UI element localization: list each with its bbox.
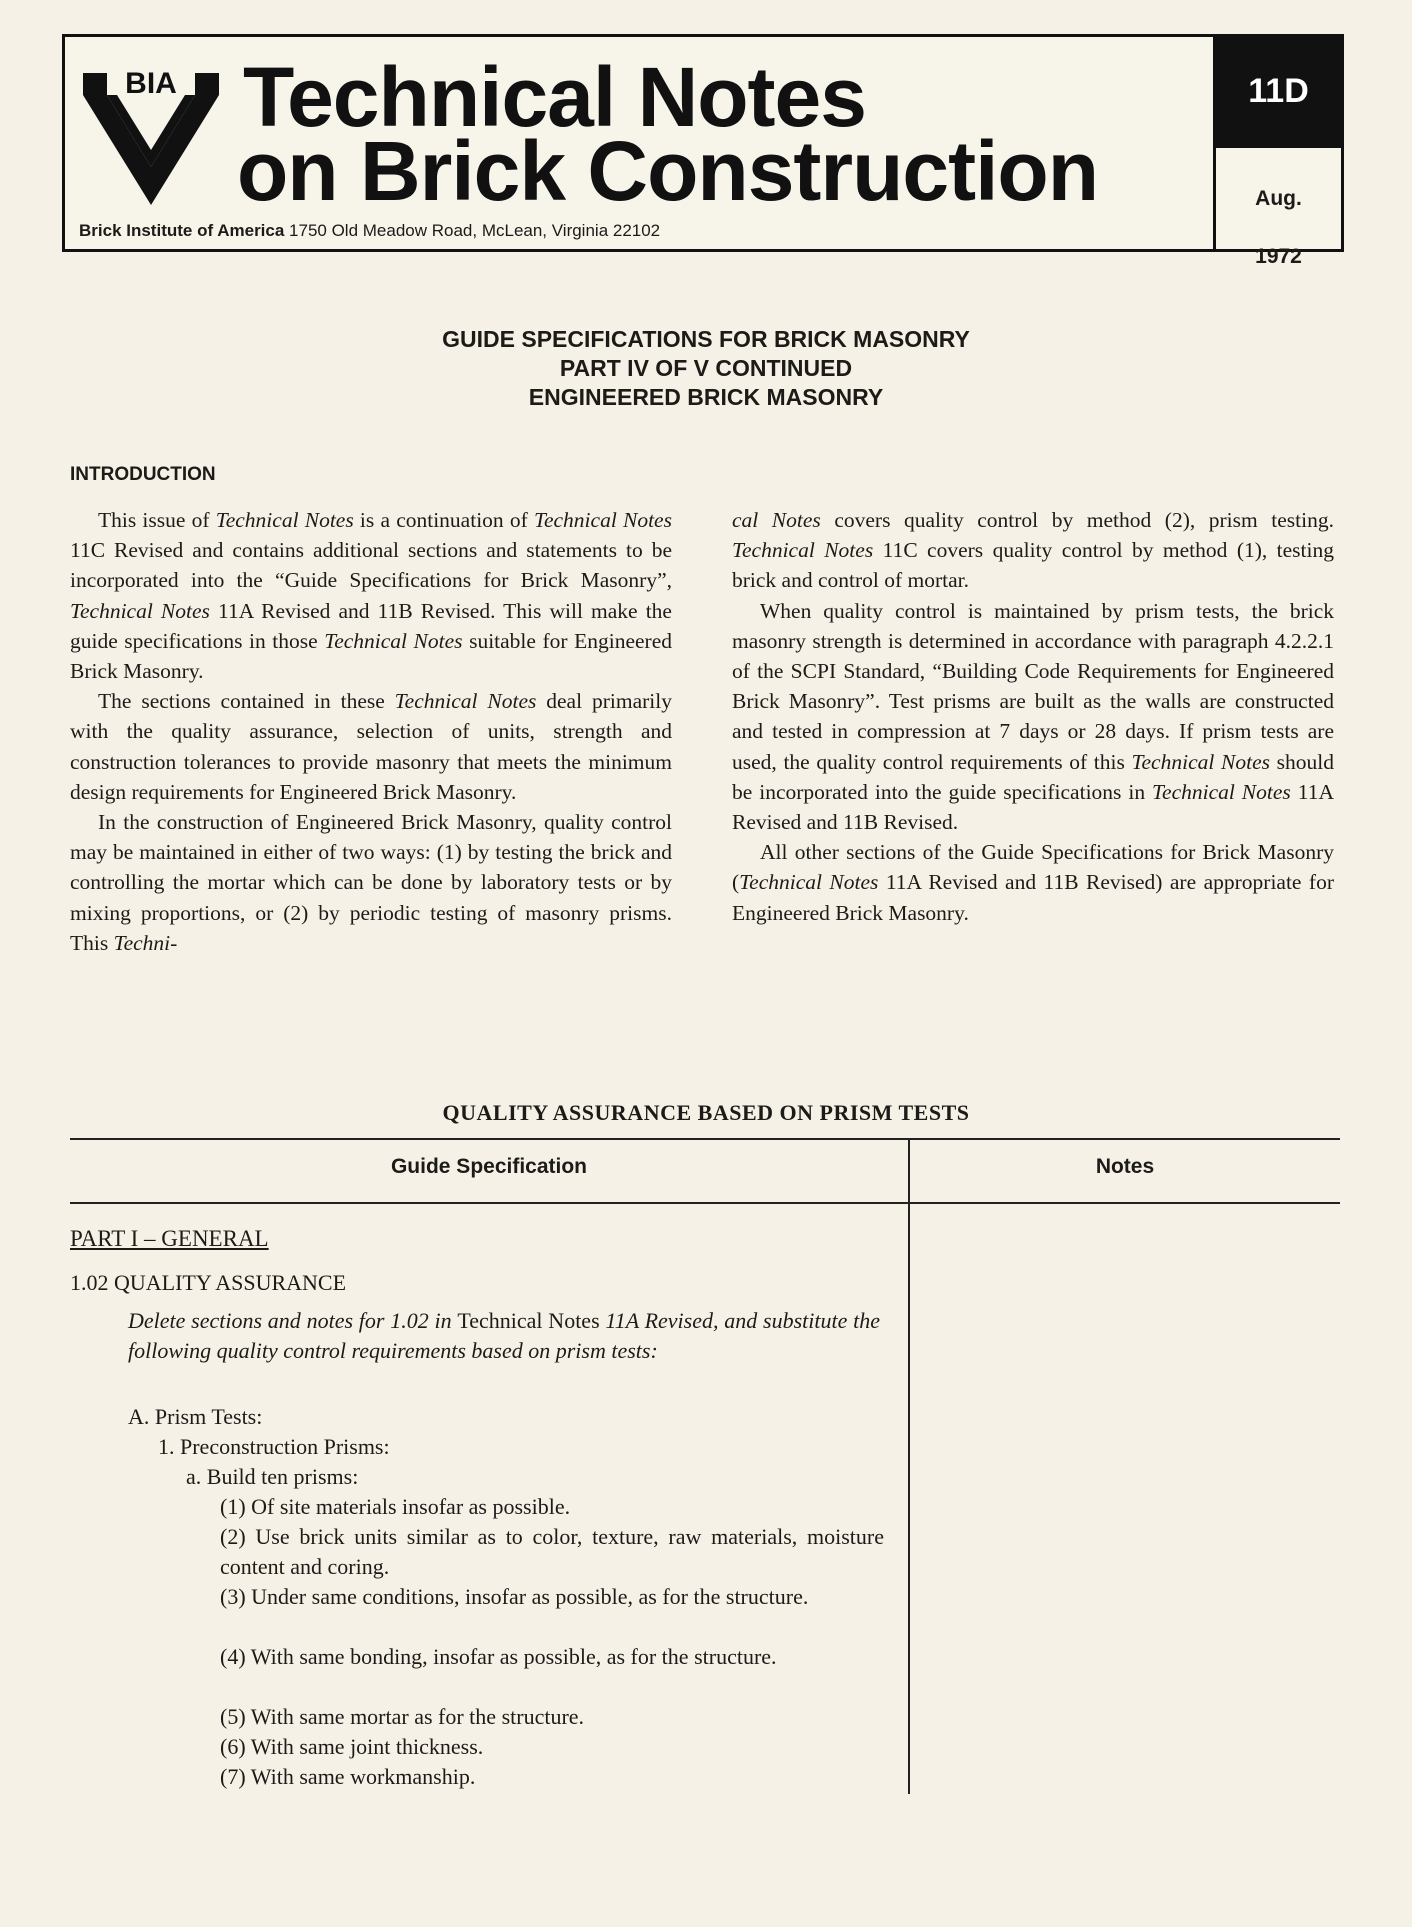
introduction-heading: INTRODUCTION <box>70 464 216 485</box>
masthead-title-line2: on Brick Construction <box>237 124 1099 218</box>
intro-left-column <box>70 505 672 958</box>
doc-title-line1: GUIDE SPECIFICATIONS FOR BRICK MASONRY <box>442 326 970 352</box>
issue-divider <box>1216 145 1341 148</box>
publisher-name: Brick Institute of America <box>79 221 285 240</box>
masthead-title-line1: Technical Notes <box>243 50 866 144</box>
intro-right-column <box>732 505 1334 928</box>
issue-number: 11D <box>1216 37 1341 145</box>
spec-item-a: A. Prism Tests: <box>128 1404 263 1429</box>
list-item: (5) With same mortar as for the structure. <box>220 1704 585 1729</box>
table-column-divider <box>908 1138 910 1794</box>
spec-item-a1a: a. Build ten prisms: <box>186 1464 359 1489</box>
column-header-notes: Notes <box>1095 1155 1155 1178</box>
list-item: (1) Of site materials insofar as possible. <box>220 1494 571 1519</box>
list-item: (2) Use brick units similar as to color, texture, raw materials, moisture content and coring. <box>220 1524 884 1579</box>
doc-title-line2: PART IV OF V CONTINUED <box>559 355 853 381</box>
table-title: QUALITY ASSURANCE BASED ON PRISM TESTS <box>442 1100 970 1125</box>
masthead-main <box>65 37 1213 249</box>
column-header-guide-specification: Guide Specification <box>390 1155 588 1178</box>
intro-paragraph-3: In the construction of Engineered Brick Masonry, quality control may be maintained in either of two ways: (1) by testing the brick and controlling the mortar which can be done by laboratory tests or by mixing proportions, or (2) by periodic testing of masonry prisms. This Techni- <box>70 810 672 955</box>
list-item: (3) Under same conditions, insofar as possible, as for the structure. <box>220 1584 809 1609</box>
part-heading: PART I – GENERAL <box>70 1226 269 1251</box>
list-item: (7) With same workmanship. <box>220 1764 476 1789</box>
publisher-address-line <box>79 221 660 241</box>
intro-paragraph-4: When quality control is maintained by prism tests, the brick masonry strength is determined in accordance with paragraph 4.2.2.1 of the SCPI Standard, “Building Code Requirements for Engineered Brick Masonry”. Test prisms are built as the walls are constructed and tested in compression at 7 days or 28 days. If prism tests are used, the quality control requirements of this Technical Notes should be incorporated into the guide specifications in Technical Notes 11A Revised and 11B Revised. <box>732 598 1334 835</box>
intro-paragraph-2: The sections contained in these Technical Notes deal primarily with the quality assurance, selection of units, strength and construction tolerances to provide masonry that meets the minimum design requirements for Engineered Brick Masonry. <box>70 689 672 804</box>
section-heading: 1.02 QUALITY ASSURANCE <box>70 1270 347 1295</box>
table-top-rule <box>70 1138 1340 1140</box>
spec-item-a1: 1. Preconstruction Prisms: <box>158 1434 390 1459</box>
logo-text: BIA <box>125 67 177 100</box>
publisher-address: 1750 Old Meadow Road, McLean, Virginia 22102 <box>289 221 661 240</box>
section-instruction: Delete sections and notes for 1.02 in Technical Notes 11A Revised, and substitute the following quality control requirements based on prism tests: <box>128 1308 880 1363</box>
issue-box <box>1213 37 1341 268</box>
issue-month: Aug. <box>1255 187 1302 210</box>
masthead <box>62 34 1344 268</box>
list-item: (4) With same bonding, insofar as possible, as for the structure. <box>220 1644 777 1669</box>
list-item: (6) With same joint thickness. <box>220 1734 484 1759</box>
table-header-rule <box>70 1202 1340 1204</box>
issue-year: 1972 <box>1255 245 1302 268</box>
intro-paragraph-3-cont: cal Notes covers quality control by method (2), prism testing. Technical Notes 11C covers quality control by method (1), testing brick and control of mortar. <box>732 508 1334 593</box>
bia-logo-icon <box>77 55 225 207</box>
intro-paragraph-5: All other sections of the Guide Specifications for Brick Masonry (Technical Notes 11A Revised and 11B Revised) are appropriate for Engineered Brick Masonry. <box>732 840 1334 925</box>
doc-title-line3: ENGINEERED BRICK MASONRY <box>528 384 884 410</box>
intro-paragraph-1: This issue of Technical Notes is a continuation of Technical Notes 11C Revised and contains additional sections and statements to be incorporated into the “Guide Specifications for Brick Masonry”, Technical Notes 11A Revised and 11B Revised. This will make the guide specifications in those Technical Notes suitable for Engineered Brick Masonry. <box>70 508 672 684</box>
